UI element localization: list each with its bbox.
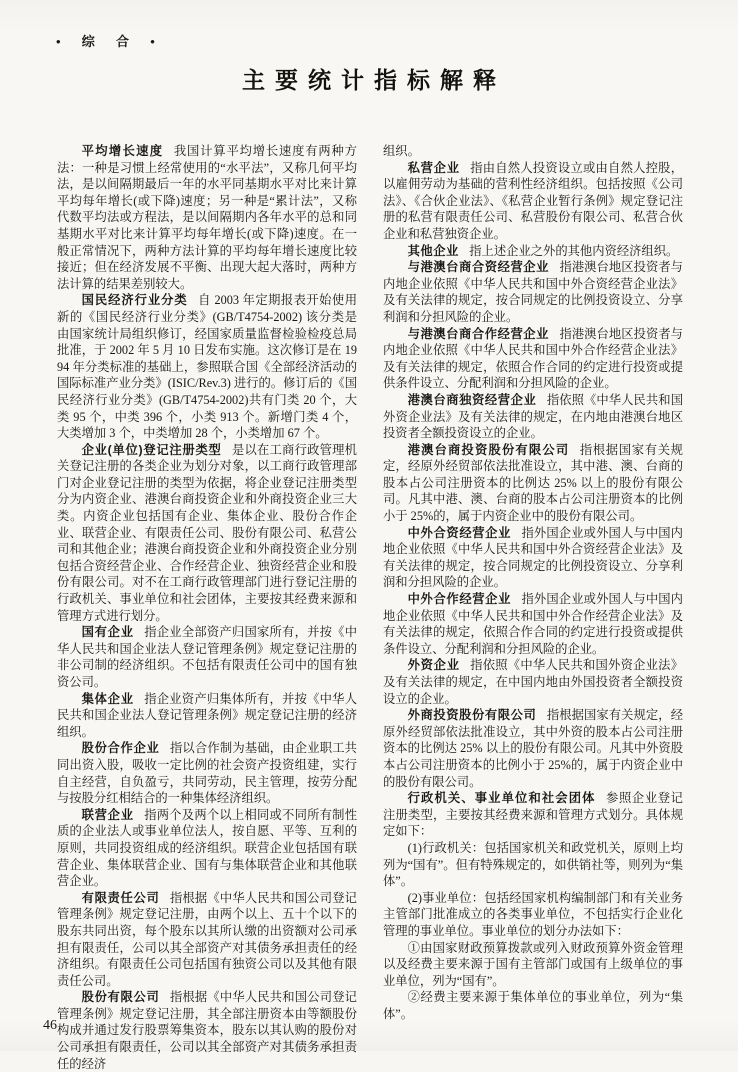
paragraph (57, 624, 357, 690)
definition-term: 有限责任公司 (81, 890, 160, 905)
definition-term: 集体企业 (81, 691, 134, 706)
definition-term: 外商投资股份有限公司 (407, 708, 537, 723)
definition-term: 外资企业 (407, 658, 460, 673)
definition-term: 私营企业 (407, 160, 460, 175)
definition-text: ②经费主要来源于集体单位的事业单位，列为“集体”。 (383, 990, 683, 1021)
paragraph (383, 790, 683, 840)
paragraph (57, 442, 357, 625)
paragraph (57, 691, 357, 741)
definition-text: ①由国家财政预算拨款或列入财政预算外资金管理以及经费主要来源于国有主管部门或国有上级单位的事业单位，列为“国有”。 (383, 940, 683, 988)
definition-term: 港澳台商投资股份有限公司 (407, 442, 570, 457)
paragraph (383, 940, 683, 990)
definition-text: 参照企业登记注册类型，主要按其经费来源和管理方式划分。具体规定如下： (383, 791, 683, 839)
paragraph (383, 392, 683, 442)
paragraph (57, 807, 357, 890)
definition-text: 指由自然人投资设立或由自然人控股，以雇佣劳动为基础的营利性经济组织。包括按照《公司法》、《合伙企业法》、《私营企业暂行条例》规定登记注册的私营有限责任公司、私营股份有限公司、私营合伙企业和私营独资企业。 (383, 160, 683, 241)
paragraph (383, 326, 683, 392)
definition-text: 指根据国家有关规定，经原外经贸部依法批准设立，其中港、澳、台商的股本占公司注册资本的比例达 25% 以上的股份有限公司。凡其中港、澳、台商的股本占公司注册资本的比例小于 25%的，属于内资企业中的股份有限公司。 (383, 442, 683, 524)
definition-text: 指港澳台地区投资者与内地企业依照《中华人民共和国中外合作经营企业法》及有关法律的规定，依照合作合同的约定进行投资或提供条件设立、分配利润和分担风险的企业。 (383, 326, 683, 391)
paragraph (57, 740, 357, 806)
text-columns (57, 143, 683, 1072)
paragraph (383, 259, 683, 325)
definition-text: 指外国企业或外国人与中国内地企业依照《中华人民共和国中外合作经营企业法》及有关法律的规定，依照合作合同的约定进行投资或提供条件设立、分配利润和分担风险的企业。 (383, 592, 683, 656)
left-column (57, 143, 357, 1072)
paragraph (383, 657, 683, 707)
paragraph (383, 160, 683, 243)
page-title: 主要统计指标解释 (242, 68, 506, 93)
definition-text: 指依照《中华人民共和国外资企业法》及有关法律的规定，在中国内地由外国投资者全额投资设立的企业。 (383, 658, 683, 706)
definition-text: 指依照《中华人民共和国外资企业法》及有关法律的规定，在内地由港澳台地区投资者全额投资设立的企业。 (383, 392, 683, 441)
definition-term: 联营企业 (81, 807, 134, 822)
definition-term: 与港澳台商合资经营企业 (407, 260, 550, 275)
definition-term: 股份合作企业 (81, 741, 160, 756)
definition-text: 指以合作制为基础，由企业职工共同出资入股，吸收一定比例的社会资产投资组建，实行自主经营，自负盈亏，共同劳动，民主管理，按劳分配与按股分红相结合的一种集体经济组织。 (57, 741, 357, 806)
paragraph (57, 989, 357, 1072)
paragraph (383, 243, 683, 260)
definition-term: 国民经济行业分类 (81, 293, 188, 308)
definition-term: 企业(单位)登记注册类型 (81, 442, 222, 457)
definition-term: 行政机关、事业单位和社会团体 (407, 791, 596, 806)
page-number: 46 (43, 1018, 57, 1033)
definition-term: 国有企业 (81, 625, 134, 640)
definition-text: 指两个及两个以上相同或不同所有制性质的企业法人或事业单位法人，按自愿、平等、互利的原则，共同投资组成的经济组织。联营企业包括国有联营企业、集体联营企业、国有与集体联营企业和其他联营企业。 (57, 807, 357, 889)
definition-term: 平均增长速度 (81, 144, 164, 158)
definition-term: 其他企业 (407, 243, 459, 258)
definition-text: 指港澳台地区投资者与内地企业依照《中华人民共和国中外合资经营企业法》及有关法律的规定，按合同规定的比例投资设立、分享利润和分担风险的企业。 (383, 260, 683, 324)
definition-text: (1)行政机关：包括国家机关和政党机关，原则上均列为“国有”。但有特殊规定的，如供销社等，则列为“集体”。 (383, 840, 683, 889)
paragraph (383, 525, 683, 591)
definition-text: 指根据《中华人民共和国公司登记管理条例》规定登记注册，由两个以上、五十个以下的股东共同出资，每个股东以其所认缴的出资额对公司承担有限责任，公司以其全部资产对其债务承担责任的经济组织。有限责任公司包括国有独资公司以及其他有限责任公司。 (57, 890, 357, 988)
paragraph (57, 143, 357, 292)
definition-text: 指企业全部资产归国家所有，并按《中华人民共和国企业法人登记管理条例》规定登记注册的非公司制的经济组织。不包括有限责任公司中的国有独资公司。 (57, 625, 357, 689)
paragraph (383, 591, 683, 657)
definition-text: 是以在工商行政管理机关登记注册的各类企业为划分对象，以工商行政管理部门对企业登记注册的类型为依据，将企业登记注册类型分为内资企业、港澳台商投资企业和外商投资企业三大类。内资企业包括国有企业、集体企业、股份合作企业、联营企业、有限责任公司、股份有限公司、私营公司和其他企业；港澳台商投资企业和外商投资企业分别包括合资经营企业、合作经营企业、独资经营企业和股份有限公司。对不在工商行政管理部门进行登记注册的行政机关、事业单位和社会团体，主要按其经费来源和管理方式进行划分。 (57, 442, 357, 623)
paragraph (383, 442, 683, 525)
definition-text: 我国计算平均增长速度有两种方法：一种是习惯上经常使用的“水平法”，又称几何平均法，是以间隔期最后一年的水平同基期水平对比来计算平均每年增长(或下降)速度；另一种是“累计法”，又称代数平均法或方程法，是以间隔期内各年水平的总和同基期水平对比来计算平均每年增长(或下降)速度。在一般正常情况下，两种方法计算的平均每年增长速度比较接近；但在经济发展不平衡、出现大起大落时，两种方法计算的结果差别较大。 (57, 144, 357, 291)
definition-text: 指外国企业或外国人与中国内地企业依照《中华人民共和国中外合资经营企业法》及有关法律的规定，按合同规定的比例投资设立、分享利润和分担风险的企业。 (383, 525, 683, 590)
definition-text: (2)事业单位：包括经国家机构编制部门和有关业务主管部门批准成立的各类事业单位，不包括实行企业化管理的事业单位。事业单位的划分办法如下： (383, 890, 683, 938)
definition-text: 指根据《中华人民共和国公司登记管理条例》规定登记注册，其全部注册资本由等额股份构成并通过发行股票筹集资本，股东以其认购的股份对公司承担有限责任，公司以其全部资产对其债务承担责任的经济 (57, 990, 357, 1071)
definition-term: 港澳台商独资经营企业 (407, 392, 537, 407)
definition-text: 指企业资产归集体所有，并按《中华人民共和国企业法人登记管理条例》规定登记注册的经济组织。 (57, 691, 357, 739)
right-column (383, 143, 683, 1072)
paragraph (57, 292, 357, 441)
definition-text: 自 2003 年定期报表开始使用新的《国民经济行业分类》(GB/T4754-2002) 该分类是由国家统计局组织修订，经国家质量监督检验检疫总局批准，于 2002 年 5 月 10 日发布实施。这次修订是在 1994 年分类标准的基础上，参照联合国《全部经济活动的国际标准产业分类》(ISIC/Rev.3) 进行的。修订后的《国民经济行业分类》(GB/T4754-2002)共有门类 20 个，大类 95 个，中类 396 个，小类 913 个。新增门类 4 个，大类增加 3 个，中类增加 28 个，小类增加 67 个。 (57, 293, 357, 441)
paragraph (383, 707, 683, 790)
definition-term: 股份有限公司 (81, 990, 160, 1005)
section-label: • 综 合 • (56, 34, 164, 49)
definition-text: 指上述企业之外的其他内资经济组织。 (469, 243, 679, 258)
paragraph (383, 890, 683, 940)
paragraph (383, 143, 683, 160)
definition-term: 中外合作经营企业 (407, 592, 512, 607)
paragraph (57, 890, 357, 990)
definition-text: 指根据国家有关规定，经原外经贸部依法批准设立，其中外资的股本占公司注册资本的比例达 25% 以上的股份有限公司。凡其中外资股本占公司注册资本的比例小于 25%的，属于内资企业中的股份有限公司。 (383, 708, 683, 789)
definition-term: 与港澳台商合作经营企业 (407, 326, 550, 341)
definition-text: 组织。 (383, 144, 420, 158)
paragraph (383, 989, 683, 1022)
paragraph (383, 840, 683, 890)
definition-term: 中外合资经营企业 (407, 525, 512, 540)
